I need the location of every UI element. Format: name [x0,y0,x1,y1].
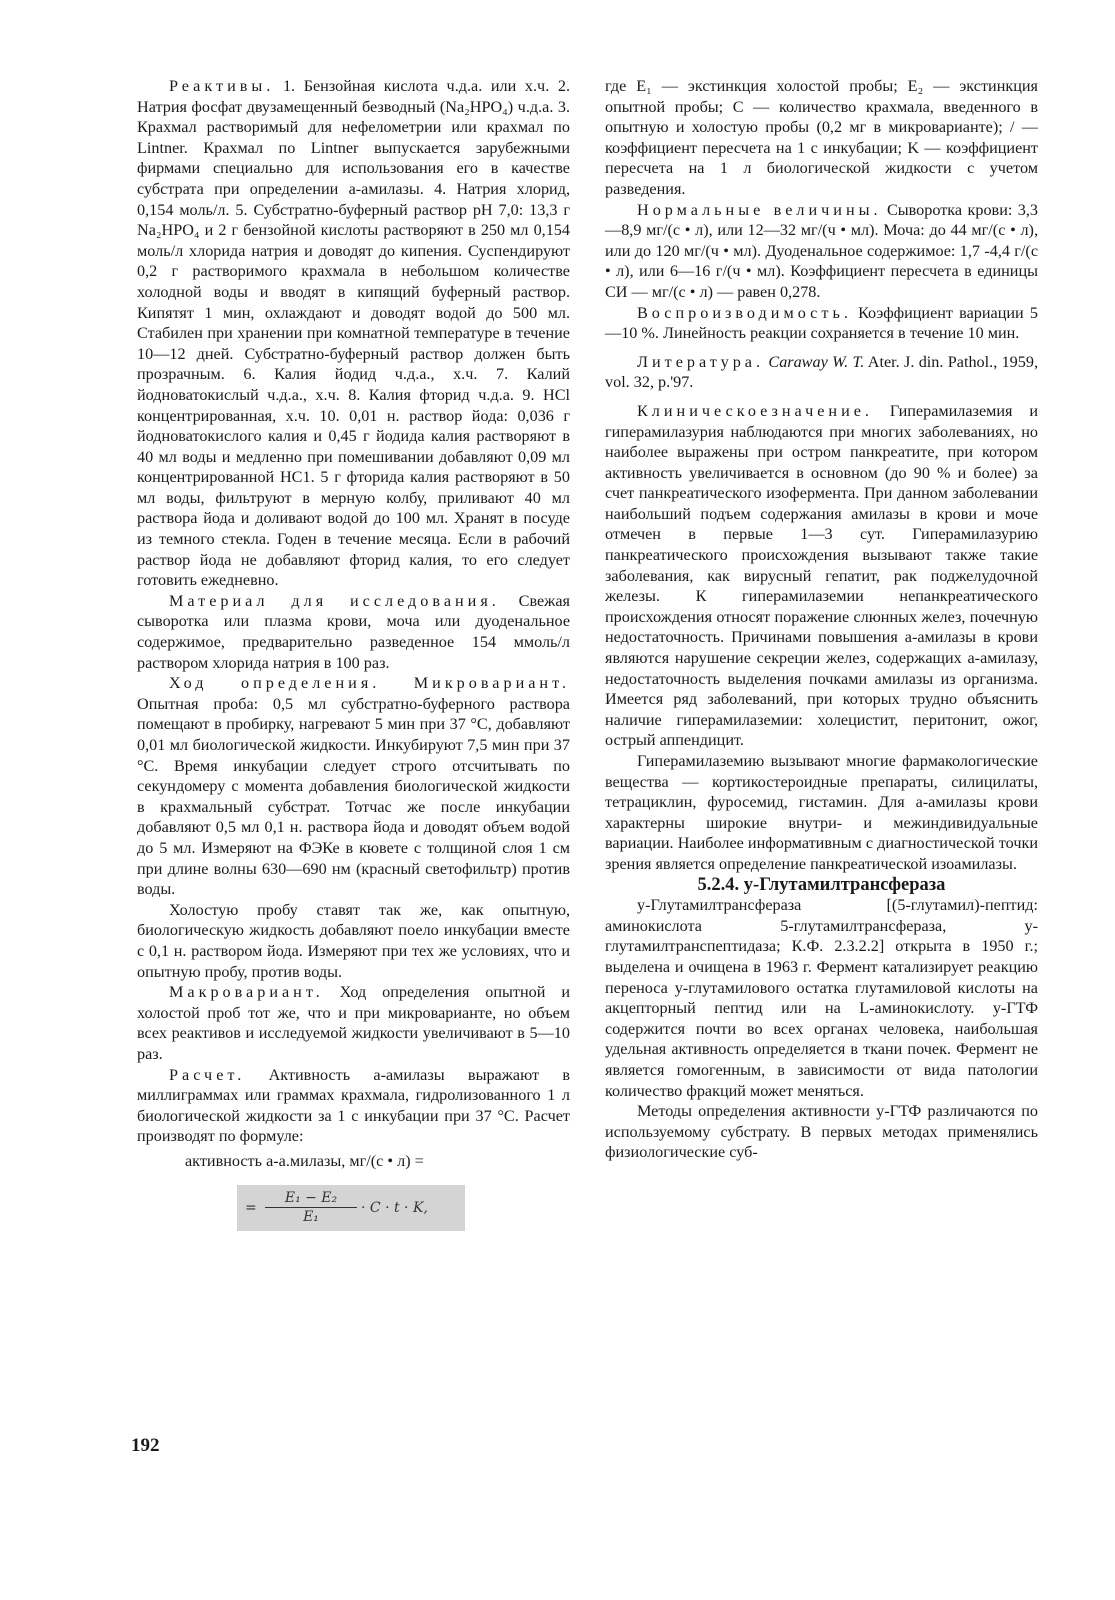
procedure-paragraph [137,673,570,900]
repro-label: Воспроизводимость. [637,303,852,322]
clinical-label: Клиническоезначение. [637,401,873,420]
reagents-label: Реактивы. [169,77,275,95]
formula-line: активность а-а.милазы, мг/(с • л) = [185,1151,424,1170]
macro-paragraph [137,982,570,1064]
literature-text: Ater. J. din. Pathol., 1959, vol. 32, p.'97. [605,352,1039,392]
normal-label: Нормальные величины. [637,200,882,219]
clinical-paragraph [605,401,1038,751]
formula-numerator: E₁ − E₂ [265,1189,357,1208]
calc-label: Расчет. [169,1065,246,1084]
where-paragraph: где E₁ — экстинкция холостой пробы; E₂ — экстинкция опытной пробы; С — количество крахмала, введенного в опытную и холостую пробы (0,2 мг в микроварианте); / — коэффициент пересчета на 1 с инкубации; K — коэффициент пересчета на 1 л биологической жидкости с учетом разведения. [605,77,1038,198]
formula-equals: = [245,1200,257,1217]
repro-paragraph [605,303,1038,344]
formula-image [237,1185,465,1231]
material-paragraph [137,591,570,673]
blank-paragraph: Холостую пробу ставят так же, как опытную, биологическую жидкость добавляют поело инкубации вместе с 0,1 н. раствором йода. Измеряют при тех же условиях, что и опытную пробу, против воды. [137,900,570,981]
formula-denominator: E₁ [303,1209,319,1226]
repro-text: Коэффициент вариации 5—10 %. Линейность реакции сохраняется в течение 10 мин. [605,303,1038,343]
ggt-paragraph: у-Глутамилтрансфераза [(5-глутамил)-пептид: аминокислота 5-глутамилтрансфераза, у-глутамилтранспептидаза; К.Ф. 2.3.2.2] открыта в 1950 г.; выделена и очищена в 1963 г. Фермент катализирует реакцию переноса у-глутамилового остатка глутамиловой кислоты на акцепторный пептид или на L-аминокислоту. у-ГТФ содержится почти во всех органах человека, наибольшая удельная активность определяется в ткани почек. Фермент не является гомогенным, в зависимости от вида патологии количество фракций может меняться. [605,896,1038,1100]
material-text: Свежая сыворотка или плазма крови, моча или дуоденальное содержимое, предварительно разведенное 154 ммоль/л раствором хлорида натрия в 100 раз. [137,591,571,672]
calc-paragraph [137,1065,570,1147]
page-number: 192 [131,1435,160,1456]
literature-author: Caraway W. T. [768,352,865,371]
section-title: 5.2.4. у-Глутамилтрансфераза [697,874,946,895]
calc-text: Активность а-амилазы выражают в миллиграммах или граммах крахмала, гидролизованного 1 л биологической жидкости за 1 с инкубации при 37 °С. Расчет производят по формуле: [137,1065,570,1146]
normal-text: Сыворотка крови: 3,3—8,9 мг/(с • л), или 12—32 мг/(ч • мл). Моча: до 44 мг/(с • л), или до 120 мг/(ч • мл). Дуоденальное содержимое: 1,7 -4,4 г/(с • л), или 6—16 г/(ч • мл). Коэффициент пересчета в единицы СИ — мг/(с • л) — равен 0,278. [605,200,1038,301]
clinical-text: Гиперамилаземия и гиперамилазурия наблюдаются при многих заболеваниях, но наиболее выражены при остром панкреатите, при котором активность увеличивается в основном (до 90 % и более) за счет панкреатического изофермента. При данном заболевании наибольший подъем содержания амилазы в крови и моче отмечен в первые 1—3 сут. Гиперамилазурию панкреатического происхождения вызывают также такие заболевания, как вирусный гепатит, рак поджелудочной железы. К гиперамилаземии непанкреатического происхождения относят поражение слюнных желез, почечную недостаточность. Причинами повышения а-амилазы в крови являются нарушение секреции желез, содержащих а-амилазу, недостаточность выделения почками амилазы из организма. Имеется ряд заболеваний, при которых трудно объяснить наличие гиперамилаземии: холецистит, перитонит, ожог, острый аппендицит. [605,401,1038,750]
procedure-text: Опытная проба: 0,5 мл субстратно-буферного раствора помещают в пробирку, нагревают 5 мин при 37 °С, добавляют 0,01 мл биологической жидкости. Инкубируют 7,5 мин при 37 °С. Время инкубации следует строго отсчитывать по секундомеру с момента добавления биологической жидкости в крахмальный субстрат. Тотчас же после инкубации добавляют 0,5 мл 0,1 н. раствора йода и доводят объем водой до 5 мл. Измеряют на ФЭКе в кювете с толщиной слоя 1 см при длине волны 630—690 нм (красный светофильтр) против воды. [137,694,570,899]
methods-paragraph: Методы определения активности у-ГТФ различаются по используемому субстрату. В первых методах применялись физиологические суб- [605,1102,1038,1162]
procedure-label: Ход определения. Микровариант. [169,674,570,693]
macro-text: Ход определения опытной и холостой проб тот же, что и при микроварианте, но объем всех реактивов и исследуемой жидкости увеличивают в 5—10 раз. [137,983,570,1063]
left-column [137,76,570,1231]
right-column [605,76,1038,1163]
macro-label: Макровариант. [169,983,324,1002]
normal-paragraph [605,200,1038,303]
formula-rest: · C · t · K, [361,1200,428,1217]
pharma-paragraph: Гиперамилаземию вызывают многие фармакологические вещества — кортикостероидные препараты, силицилаты, тетрациклин, фуросемид, гистамин. Для а-амилазы крови характерны широкие внутри- и межиндивидуальные вариации. Наиболее информативным с диагностической точки зрения является определение панкреатической изоамилазы. [605,752,1038,873]
formula-fraction [265,1189,357,1226]
reagents-paragraph [137,76,570,591]
reagents-text: 1. Бензойная кислота ч.д.а. или х.ч. 2. Натрия фосфат двузамещенный безводный (Na₂HPO₄) ч.д.а. 3. Крахмал растворимый для нефелометрии или крахмал по Lintner. Крахмал по Lintner выпускается зарубежными фирмами специально для использования его в качестве субстрата при определении а-амилазы. 4. Натрия хлорид, 0,154 моль/л. 5. Субстратно-буферный раствор рН 7,0: 13,3 г Na₂HPO₄ и 2 г бензойной кислоты растворяют в 250 мл 0,154 моль/л хлорида натрия и доводят до кипения. Суспендируют 0,2 г растворимого крахмала в небольшом количестве холодной воды и вводят в кипящий буферный раствор. Кипятят 1 мин, охлаждают и доводят водой до 500 мл. Стабилен при хранении при комнатной температуре в течение 10—12 дней. Субстратно-буферный раствор должен быть прозрачным. 6. Калия йодид ч.д.а., х.ч. 7. Калий йодноватокислый ч.д.а., х.ч. 8. Калия фторид ч.д.а. 9. НСl концентрированная, х.ч. 10. 0,01 н. раствор йода: 0,036 г йодноватокислого калия и 0,45 г йодида калия растворяют в 40 мл воды и медленно при помешивании добавляют 0,09 мл концентрированной НС1. 5 г фторида калия растворяют в 50 мл воды, фильтруют в мерную колбу, приливают 40 мл раствора йода и доливают водой до 100 мл. Хранят в посуде из темного стекла. Годен в течение месяца. Если в рабочий раствор йода не добавляют фторид калия, то его следует готовить ежедневно. [137,77,570,590]
literature-label: Литература. [637,352,765,371]
material-label: Материал для исследования. [169,591,500,610]
literature-paragraph [605,352,1038,393]
